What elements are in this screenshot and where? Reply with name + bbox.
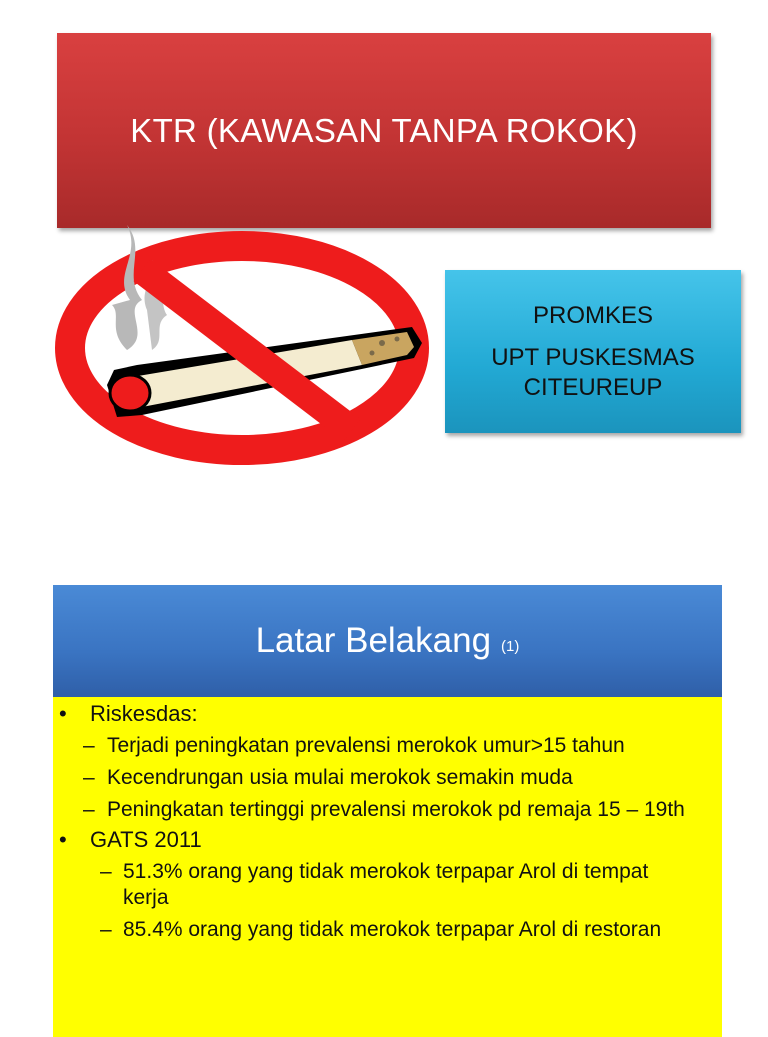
sub-bullet: – Terjadi peningkatan prevalensi merokok umur>15 tahun	[83, 734, 625, 757]
org-line: CITEUREUP	[523, 373, 663, 401]
sub-bullet: – 85.4% orang yang tidak merokok terpapar Arol di restoran	[100, 918, 662, 941]
bullet-gats: • GATS 2011	[53, 827, 722, 853]
slide2-title-suffix: (1)	[501, 637, 520, 655]
org-line: PROMKES	[532, 301, 654, 329]
slide2-title: Latar Belakang	[255, 621, 492, 660]
bullet-riskesdas: • Riskesdas:	[53, 701, 722, 727]
slide2-header	[53, 585, 722, 697]
org-line: UPT PUSKESMAS	[491, 343, 695, 371]
no-smoking-icon	[52, 215, 432, 465]
slide2-body	[53, 697, 722, 1037]
slide-title-box	[57, 33, 711, 228]
sub-bullet: – Kecendrungan usia mulai merokok semakin muda	[83, 766, 573, 789]
sub-bullet: – 51.3% orang yang tidak merokok terpapar Arol di tempat kerja	[100, 860, 649, 909]
organization-box	[445, 270, 741, 433]
sub-bullet: – Peningkatan tertinggi prevalensi merokok pd remaja 15 – 19th	[83, 798, 685, 821]
slide-title: KTR (KAWASAN TANPA ROKOK)	[130, 111, 638, 149]
